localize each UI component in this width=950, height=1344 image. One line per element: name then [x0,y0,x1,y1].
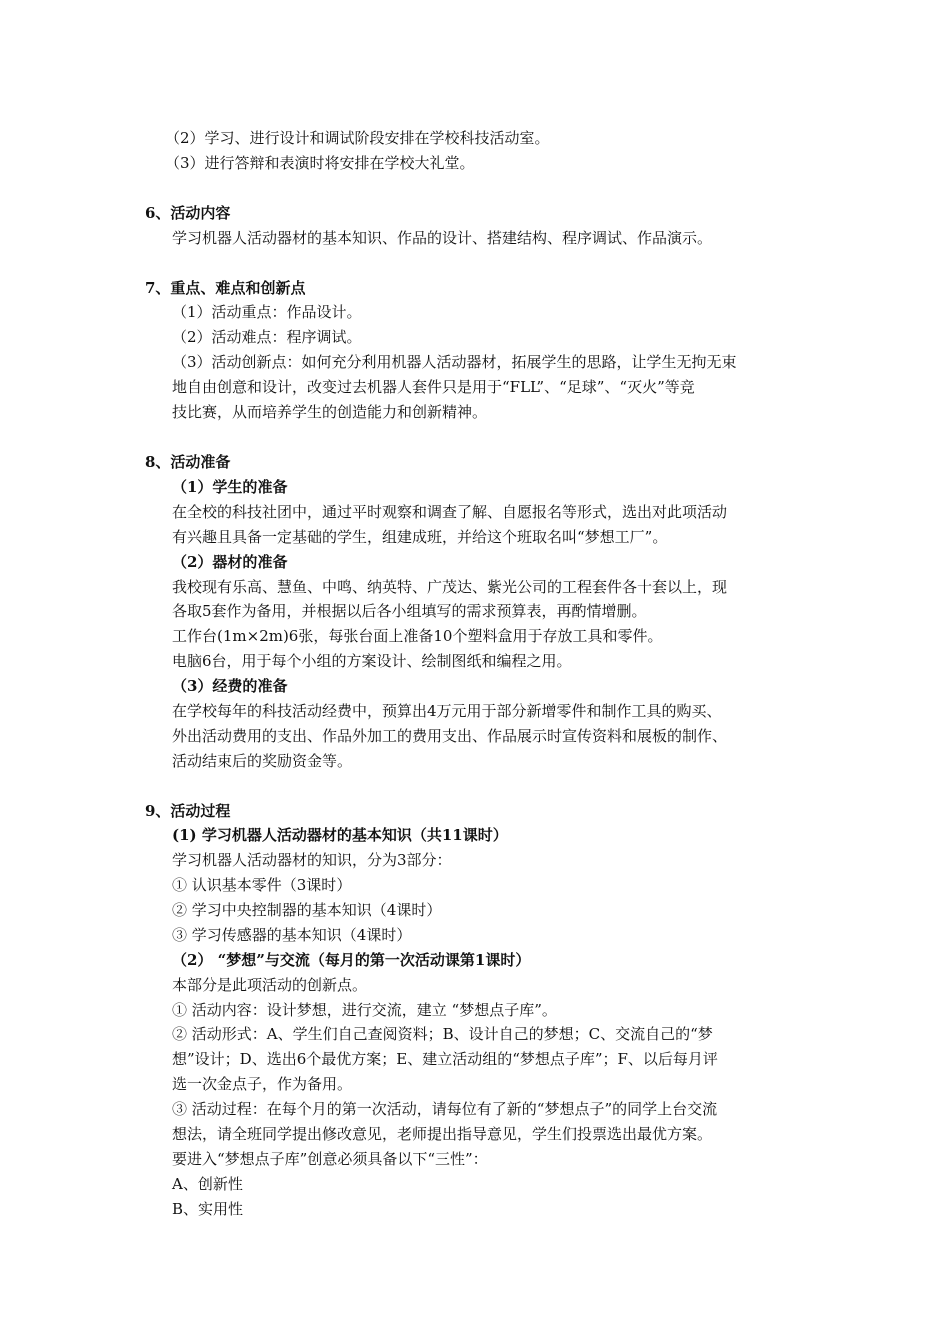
paragraph-line: 有兴趣且具备一定基础的学生，组建成班，并给这个班取名叫“梦想工厂”。 [172,528,668,546]
subheading: （2） “梦想”与交流（每月的第一次活动课第1课时） [172,951,531,969]
paragraph-line: 地自由创意和设计，改变过去机器人套件只是用于“FLL”、“足球”、“灭火”等竞 [172,378,695,396]
location-item-3: （3）进行答辩和表演时将安排在学校大礼堂。 [165,154,475,172]
list-item: （1）活动重点：作品设计。 [172,303,362,321]
section-heading-8: 8、活动准备 [145,453,231,471]
paragraph-line: 想法，请全班同学提出修改意见，老师提出指导意见，学生们投票选出最优方案。 [172,1125,713,1143]
paragraph-line: 技比赛，从而培养学生的创造能力和创新精神。 [172,403,488,421]
list-item: ① 活动内容：设计梦想，进行交流，建立 “梦想点子库”。 [172,1001,557,1019]
paragraph-line: 在学校每年的科技活动经费中，预算出4万元用于部分新增零件和制作工具的购买、 [172,702,722,720]
paragraph-line: 想”设计；D、选出6个最优方案；E、建立活动组的“梦想点子库”；F、以后每月评 [172,1050,718,1068]
list-item: A、创新性 [172,1175,243,1193]
paragraph-line: 电脑6台，用于每个小组的方案设计、绘制图纸和编程之用。 [172,652,572,670]
section-heading-9: 9、活动过程 [145,802,231,820]
paragraph-line: 在全校的科技社团中，通过平时观察和调查了解、自愿报名等形式，选出对此项活动 [172,503,728,521]
paragraph-line: 工作台(1m×2m)6张，每张台面上准备10个塑料盒用于存放工具和零件。 [172,627,663,645]
list-item: ② 活动形式：A、学生们自己查阅资料；B、设计自己的梦想；C、交流自己的“梦 [172,1025,713,1043]
list-item: （2）活动难点：程序调试。 [172,328,362,346]
list-item: ① 认识基本零件（3课时） [172,876,352,894]
paragraph-line: 本部分是此项活动的创新点。 [172,976,368,994]
paragraph-line: 各取5套作为备用，并根据以后各小组填写的需求预算表，再酌情增删。 [172,602,647,620]
location-item-2: （2）学习、进行设计和调试阶段安排在学校科技活动室。 [165,129,550,147]
subheading: （3）经费的准备 [172,677,288,695]
section-heading-6: 6、活动内容 [145,204,231,222]
paragraph-line: 活动结束后的奖励资金等。 [172,752,353,770]
list-item: ③ 学习传感器的基本知识（4课时） [172,926,412,944]
list-item: （3）活动创新点：如何充分利用机器人活动器材，拓展学生的思路，让学生无拘无束 [172,353,737,371]
list-item: ② 学习中央控制器的基本知识（4课时） [172,901,442,919]
paragraph: 学习机器人活动器材的基本知识、作品的设计、搭建结构、程序调试、作品演示。 [172,229,713,247]
paragraph-line: 要进入“梦想点子库”创意必须具备以下“三性”： [172,1150,488,1168]
section-heading-7: 7、重点、难点和创新点 [145,279,306,297]
subheading: （1）学生的准备 [172,478,288,496]
subheading: (1) 学习机器人活动器材的基本知识（共11课时） [172,826,508,844]
paragraph-line: 我校现有乐高、慧鱼、中鸣、纳英特、广茂达、紫光公司的工程套件各十套以上，现 [172,578,728,596]
paragraph-line: 选一次金点子，作为备用。 [172,1075,353,1093]
list-item: ③ 活动过程：在每个月的第一次活动，请每位有了新的“梦想点子”的同学上台交流 [172,1100,718,1118]
paragraph-line: 外出活动费用的支出、作品外加工的费用支出、作品展示时宣传资料和展板的制作、 [172,727,728,745]
list-item: B、实用性 [172,1200,244,1218]
subheading: （2）器材的准备 [172,553,288,571]
paragraph-line: 学习机器人活动器材的知识，分为3部分： [172,851,452,869]
